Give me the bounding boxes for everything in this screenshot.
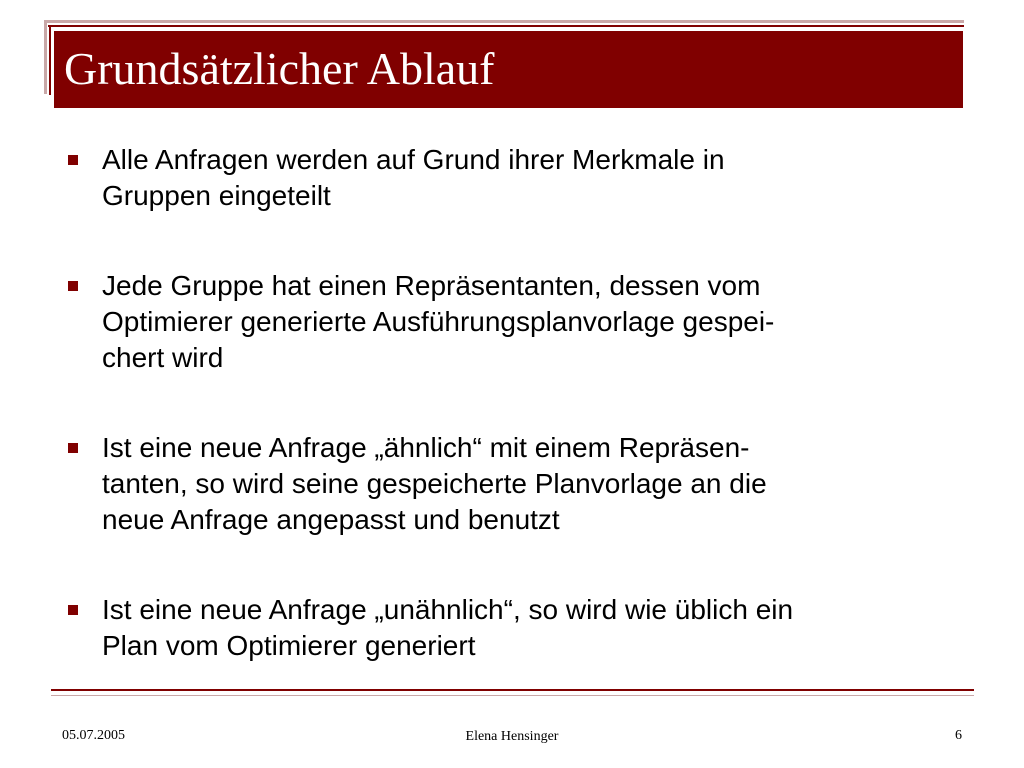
frame-top-line (44, 20, 964, 23)
page-number: 6 (955, 728, 962, 743)
frame-left-line (44, 20, 47, 94)
square-bullet-icon (68, 281, 78, 291)
footer-date: 05.07.2005 (62, 728, 125, 743)
bullet-item (66, 142, 956, 214)
bullet-item (66, 268, 956, 376)
slide-title: Grundsätzlicher Ablauf (64, 43, 495, 94)
bullet-item (66, 430, 956, 538)
bullet-text: Ist eine neue Anfrage „ähnlich“ mit einem Repräsen- tanten, so wird seine gespeicherte Planvorlage an die neue Anfrage angepasst und benutzt (102, 432, 767, 535)
footer-author: Elena Hensinger (465, 729, 559, 744)
bullet-text: Ist eine neue Anfrage „unähnlich“, so wird wie üblich ein Plan vom Optimierer generiert (102, 594, 794, 661)
bullet-text: Jede Gruppe hat einen Repräsentanten, dessen vom Optimierer generierte Ausführungsplanvorlage gespei- chert wird (102, 270, 775, 373)
square-bullet-icon (68, 443, 78, 453)
square-bullet-icon (68, 155, 78, 165)
frame-top-inner-line (48, 25, 964, 27)
square-bullet-icon (68, 605, 78, 615)
frame-left-inner-line (49, 25, 51, 95)
footer-divider-light (51, 695, 974, 696)
bullet-item (66, 592, 956, 664)
footer-divider (51, 689, 974, 691)
bullet-text: Alle Anfragen werden auf Grund ihrer Merkmale in Gruppen eingeteilt (102, 144, 725, 211)
bullet-list (66, 142, 956, 664)
